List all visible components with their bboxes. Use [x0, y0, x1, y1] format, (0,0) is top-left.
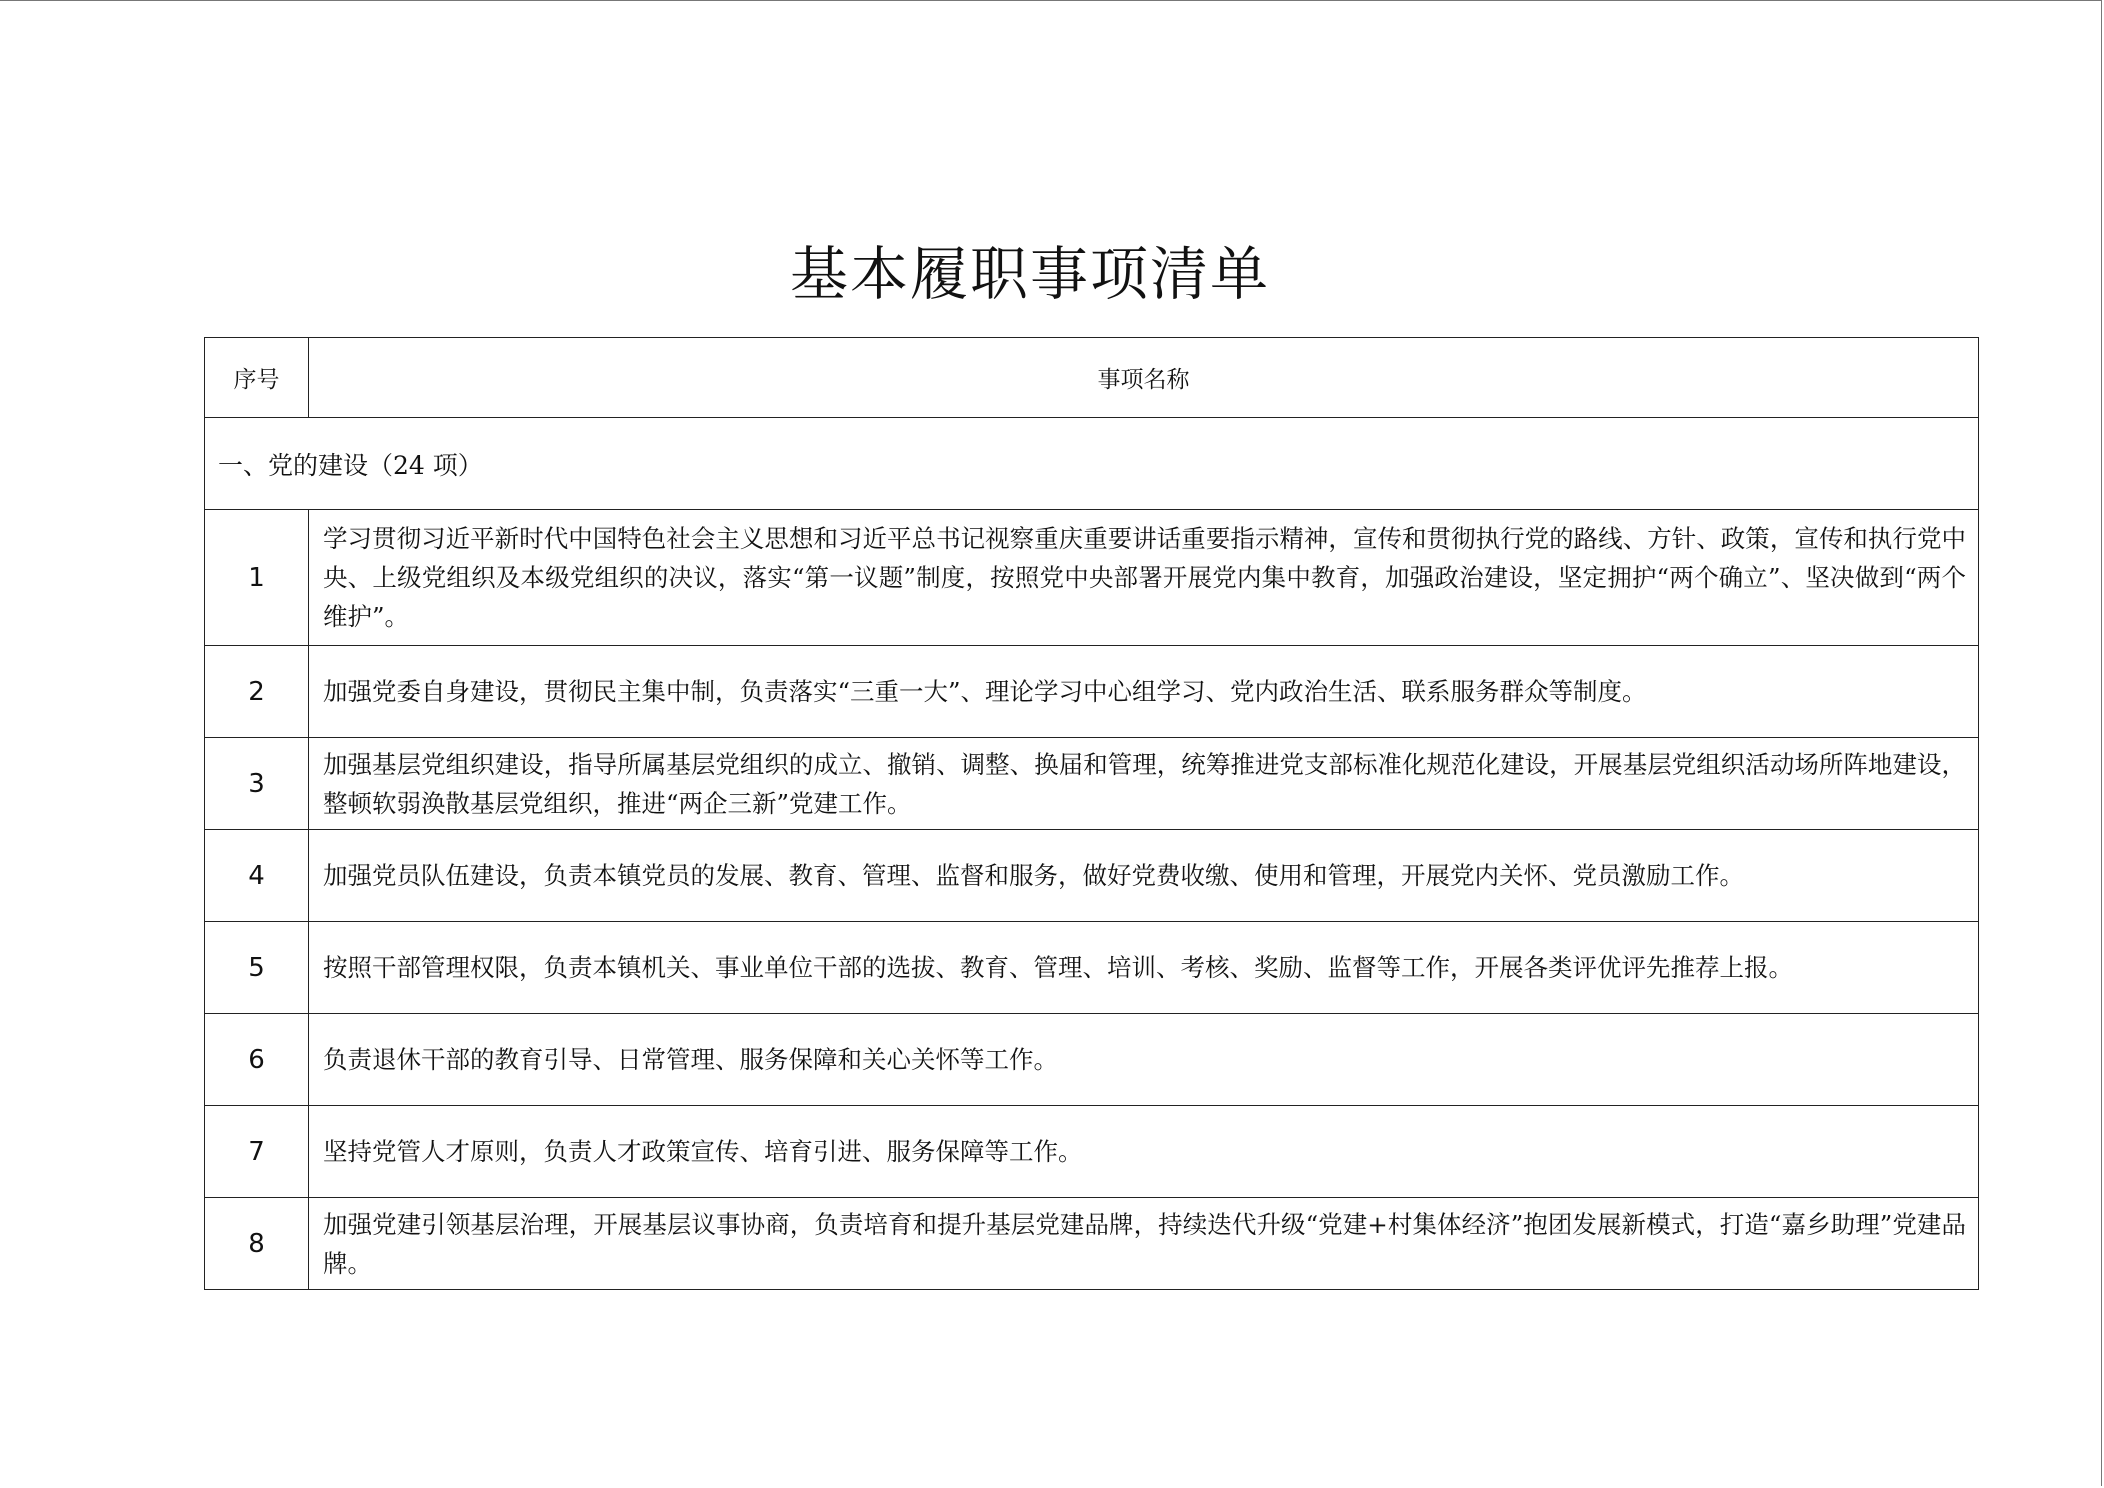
table-row	[205, 830, 1979, 922]
row-number: 5	[205, 922, 309, 1014]
table-row	[205, 1198, 1979, 1290]
row-item-text: 负责退休干部的教育引导、日常管理、服务保障和关心关怀等工作。	[309, 1014, 1979, 1106]
table-row	[205, 510, 1979, 646]
document-title: 基本履职事项清单	[789, 239, 1270, 308]
row-item-text: 加强基层党组织建设，指导所属基层党组织的成立、撤销、调整、换届和管理，统筹推进党支部标准化规范化建设，开展基层党组织活动场所阵地建设，整顿软弱涣散基层党组织，推进“两企三新”党建工作。	[309, 738, 1979, 830]
header-item-name: 事项名称	[309, 338, 1979, 418]
duty-items-table	[204, 337, 1979, 1290]
row-number: 2	[205, 646, 309, 738]
row-item-text: 学习贯彻习近平新时代中国特色社会主义思想和习近平总书记视察重庆重要讲话重要指示精神，宣传和贯彻执行党的路线、方针、政策，宣传和执行党中央、上级党组织及本级党组织的决议，落实“第一议题”制度，按照党中央部署开展党内集中教育，加强政治建设，坚定拥护“两个确立”、坚决做到“两个维护”。	[309, 510, 1979, 646]
row-number: 6	[205, 1014, 309, 1106]
row-number: 4	[205, 830, 309, 922]
header-number: 序号	[205, 338, 309, 418]
row-item-text: 加强党委自身建设，贯彻民主集中制，负责落实“三重一大”、理论学习中心组学习、党内政治生活、联系服务群众等制度。	[309, 646, 1979, 738]
table-row	[205, 1106, 1979, 1198]
table-row	[205, 922, 1979, 1014]
table-row	[205, 1014, 1979, 1106]
section-row	[205, 418, 1979, 510]
row-number: 7	[205, 1106, 309, 1198]
table-row	[205, 738, 1979, 830]
row-number: 1	[205, 510, 309, 646]
row-number: 8	[205, 1198, 309, 1290]
row-item-text: 按照干部管理权限，负责本镇机关、事业单位干部的选拔、教育、管理、培训、考核、奖励、监督等工作，开展各类评优评先推荐上报。	[309, 922, 1979, 1014]
table-row	[205, 646, 1979, 738]
section-title-party-building: 一、党的建设（24 项）	[205, 418, 1979, 510]
row-item-text: 坚持党管人才原则，负责人才政策宣传、培育引进、服务保障等工作。	[309, 1106, 1979, 1198]
table-header-row	[205, 338, 1979, 418]
row-item-text: 加强党建引领基层治理，开展基层议事协商，负责培育和提升基层党建品牌，持续迭代升级“党建+村集体经济”抱团发展新模式，打造“嘉乡助理”党建品牌。	[309, 1198, 1979, 1290]
row-item-text: 加强党员队伍建设，负责本镇党员的发展、教育、管理、监督和服务，做好党费收缴、使用和管理，开展党内关怀、党员激励工作。	[309, 830, 1979, 922]
row-number: 3	[205, 738, 309, 830]
